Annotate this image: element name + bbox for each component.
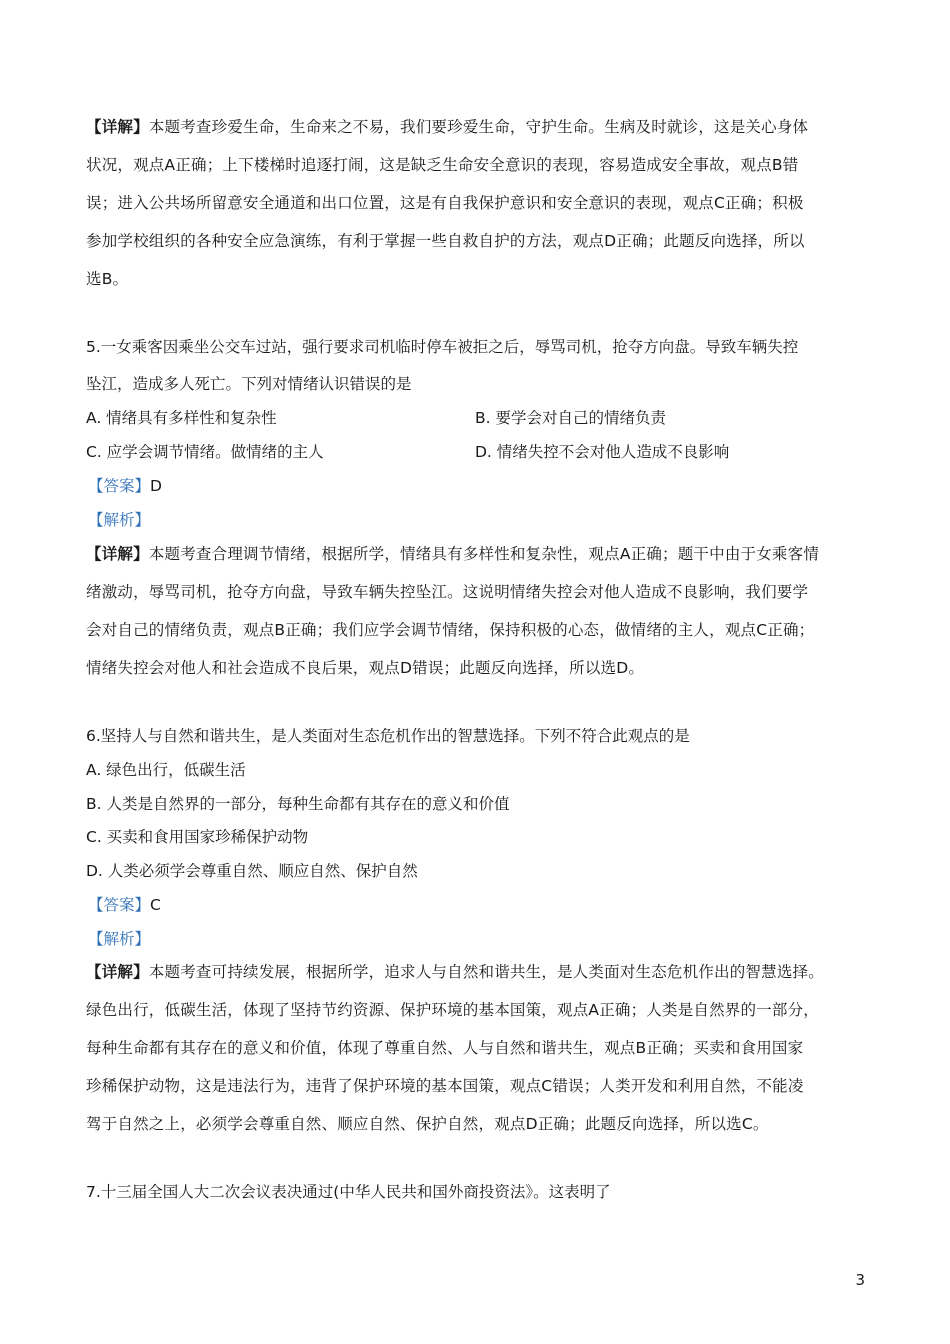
detail-line: 绿色出行，低碳生活，体现了坚持节约资源、保护环境的基本国策，观点A正确；人类是自然界的一部分， bbox=[86, 1001, 820, 1019]
answer-line bbox=[88, 476, 162, 496]
answer-value: C bbox=[150, 896, 161, 914]
detail-line: 状况，观点A正确；上下楼梯时追逐打闹，这是缺乏生命安全意识的表现，容易造成安全事故，观点B错 bbox=[86, 156, 799, 174]
option-d: D. 情绪失控不会对他人造成不良影响 bbox=[475, 443, 730, 461]
detail-line: 绪激动，辱骂司机，抢夺方向盘，导致车辆失控坠江。这说明情绪失控会对他人造成不良影响，我们要学 bbox=[86, 583, 809, 601]
answer-label: 【答案】 bbox=[88, 477, 151, 495]
page-number: 3 bbox=[855, 1271, 865, 1289]
detail-line: 选B。 bbox=[86, 270, 129, 288]
option-d: D. 人类必须学会尊重自然、顺应自然、保护自然 bbox=[86, 862, 418, 880]
option-a: A. 情绪具有多样性和复杂性 bbox=[86, 409, 277, 427]
detail-line: 参加学校组织的各种安全应急演练，有利于掌握一些自救自护的方法，观点D正确；此题反向选择，所以 bbox=[86, 232, 805, 250]
option-b: B. 要学会对自己的情绪负责 bbox=[475, 409, 666, 427]
question-stem: 5.一女乘客因乘坐公交车过站，强行要求司机临时停车被拒之后，辱骂司机，抢夺方向盘。导致车辆失控 bbox=[86, 338, 799, 356]
answer-value: D bbox=[150, 477, 162, 495]
detail-label: 【详解】 bbox=[86, 118, 149, 136]
option-a: A. 绿色出行，低碳生活 bbox=[86, 761, 246, 779]
analysis-label: 【解析】 bbox=[88, 930, 151, 948]
detail-line: 【详解】本题考查珍爱生命，生命来之不易，我们要珍爱生命，守护生命。生病及时就诊，这是关心身体 bbox=[86, 118, 809, 136]
detail-label: 【详解】 bbox=[86, 963, 149, 981]
question-stem: 坠江，造成多人死亡。下列对情绪认识错误的是 bbox=[86, 375, 412, 393]
detail-line: 【详解】本题考查可持续发展，根据所学，追求人与自然和谐共生，是人类面对生态危机作出的智慧选择。 bbox=[86, 963, 824, 981]
detail-line: 驾于自然之上，必须学会尊重自然、顺应自然、保护自然，观点D正确；此题反向选择，所以选C。 bbox=[86, 1115, 769, 1133]
option-c: C. 买卖和食用国家珍稀保护动物 bbox=[86, 828, 309, 846]
detail-label: 【详解】 bbox=[86, 545, 149, 563]
detail-line: 每种生命都有其存在的意义和价值，体现了尊重自然、人与自然和谐共生，观点B正确；买卖和食用国家 bbox=[86, 1039, 804, 1057]
analysis-label: 【解析】 bbox=[88, 511, 151, 529]
detail-line: 【详解】本题考查合理调节情绪，根据所学，情绪具有多样性和复杂性，观点A正确；题干中由于女乘客情 bbox=[86, 545, 820, 563]
answer-label: 【答案】 bbox=[88, 896, 151, 914]
option-c: C. 应学会调节情绪。做情绪的主人 bbox=[86, 443, 324, 461]
question-stem: 6.坚持人与自然和谐共生，是人类面对生态危机作出的智慧选择。下列不符合此观点的是 bbox=[86, 727, 690, 745]
answer-line bbox=[88, 895, 161, 915]
option-b: B. 人类是自然界的一部分，每种生命都有其存在的意义和价值 bbox=[86, 795, 510, 813]
detail-line: 珍稀保护动物，这是违法行为，违背了保护环境的基本国策，观点C错误；人类开发和利用自然，不能凌 bbox=[86, 1077, 804, 1095]
question-stem: 7.十三届全国人大二次会议表决通过(中华人民共和国外商投资法》。这表明了 bbox=[86, 1183, 611, 1201]
detail-line: 情绪失控会对他人和社会造成不良后果，观点D错误；此题反向选择，所以选D。 bbox=[86, 659, 645, 677]
detail-line: 会对自己的情绪负责，观点B正确；我们应学会调节情绪，保持积极的心态，做情绪的主人，观点C正确； bbox=[86, 621, 815, 639]
detail-line: 误；进入公共场所留意安全通道和出口位置，这是有自我保护意识和安全意识的表现，观点C正确；积极 bbox=[86, 194, 804, 212]
